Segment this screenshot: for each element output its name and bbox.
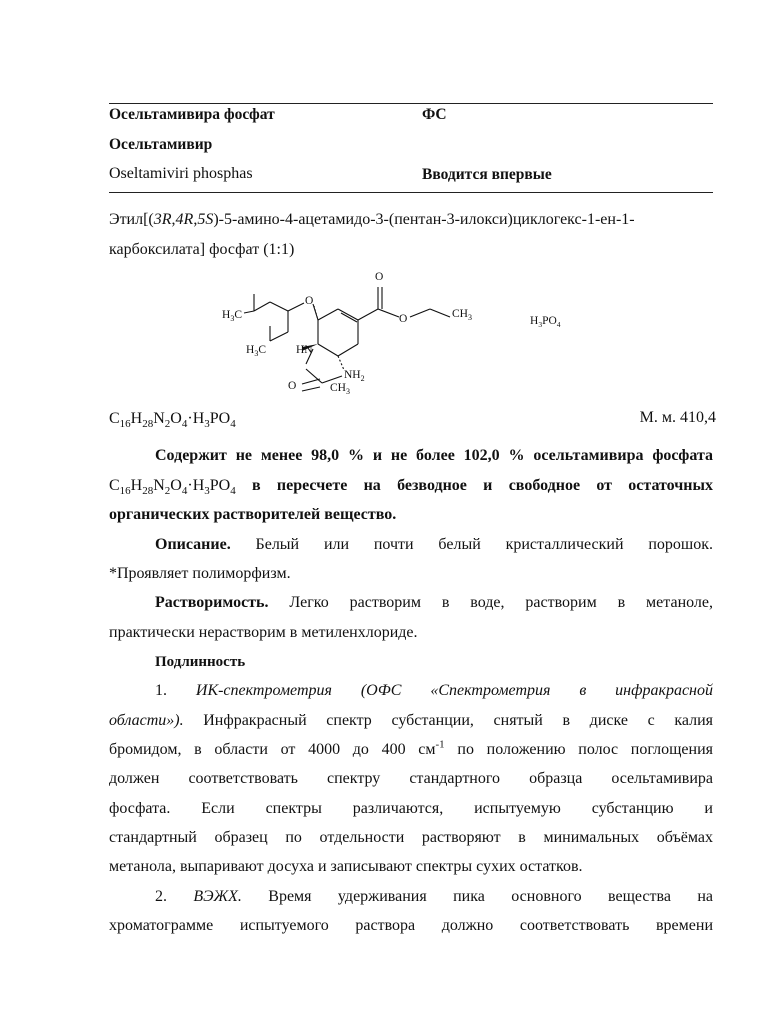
ir-line2: области»). Инфракрасный спектр субстанции, снятый в диске с калия: [109, 712, 713, 729]
title-latin: Oseltamiviri phosphas: [109, 165, 253, 182]
solubility-line2: практически нерастворим в метиленхлориде.: [109, 624, 418, 641]
ch3-ester: $CH_3$: [452, 308, 472, 322]
ir-line5: фосфата. Если спектры различаются, испытуемую субстанцию и: [109, 800, 713, 817]
hplc-line1: 2. ВЭЖХ. Время удерживания пика основного вещества на: [155, 888, 713, 905]
name-short: Осельтамивир: [109, 136, 213, 153]
ir-line1: 1. ИК-спектрометрия (ОФС «Спектрометрия в инфракрасной: [155, 682, 713, 699]
ch3-amide: $CH_3$: [330, 382, 350, 396]
identity-heading: Подлинность: [155, 654, 246, 670]
phosphoric-acid: $H_3PO_4$: [530, 315, 561, 329]
o-ether: O: [305, 295, 314, 307]
doc-type: ФС: [422, 106, 447, 123]
nh2-label: $NH_2$: [344, 369, 365, 383]
o-amide: O: [288, 380, 297, 392]
h3c-bottom: $H_3C$: [246, 344, 266, 358]
o-carbonyl: O: [375, 271, 384, 283]
header-bottom-rule: [109, 192, 713, 193]
content-line1: Содержит не менее 98,0 % и не более 102,0 % осельтамивира фосфата: [155, 447, 713, 464]
hn-label: HN: [296, 344, 313, 356]
ir-line6: стандартный образец по отдельности растворяют в минимальных объёмах: [109, 829, 713, 846]
h3c-top: $H_3C$: [222, 309, 242, 323]
chem-name-line1: Этил[(3R,4R,5S)-5-амино-4-ацетамидо-3-(пентан-3-илокси)циклогекс-1-ен-1-: [109, 211, 635, 228]
o-ester: O: [399, 313, 408, 325]
content-line3: органических растворителей вещество.: [109, 506, 397, 523]
hplc-line2: хроматограмме испытуемого раствора должно соответствовать времени: [109, 917, 713, 934]
description-line2: *Проявляет полиморфизм.: [109, 565, 291, 582]
content-line2: $C_{16}H_{28}N_2O_4\cdot H_3PO_4$ в пересчете на безводное и свободное от остаточных: [109, 477, 713, 498]
molecular-mass: М. м. 410,4: [639, 409, 716, 426]
ir-line3: бромидом, в области от 4000 до 400 $см^{-1}$ по положению полос поглощения: [109, 738, 714, 758]
ir-line4: должен соответствовать спектру стандартного образца осельтамивира: [109, 770, 713, 787]
status: Вводится впервые: [422, 166, 552, 183]
chem-name-line2: карбоксилата] фосфат (1:1): [109, 241, 295, 258]
description-line1: Описание. Белый или почти белый кристаллический порошок.: [155, 536, 713, 553]
solubility-line1: Растворимость. Легко растворим в воде, растворим в метаноле,: [155, 594, 713, 611]
ir-line7: метанола, выпаривают досуха и записывают спектры сухих остатков.: [109, 858, 583, 875]
structural-formula: [220, 266, 620, 396]
title-ru: Осельтамивира фосфат: [109, 106, 275, 123]
top-rule: [109, 103, 713, 104]
molecular-formula: $C_{16}H_{28}N_2O_4\cdot H_3PO_4$: [109, 410, 236, 431]
